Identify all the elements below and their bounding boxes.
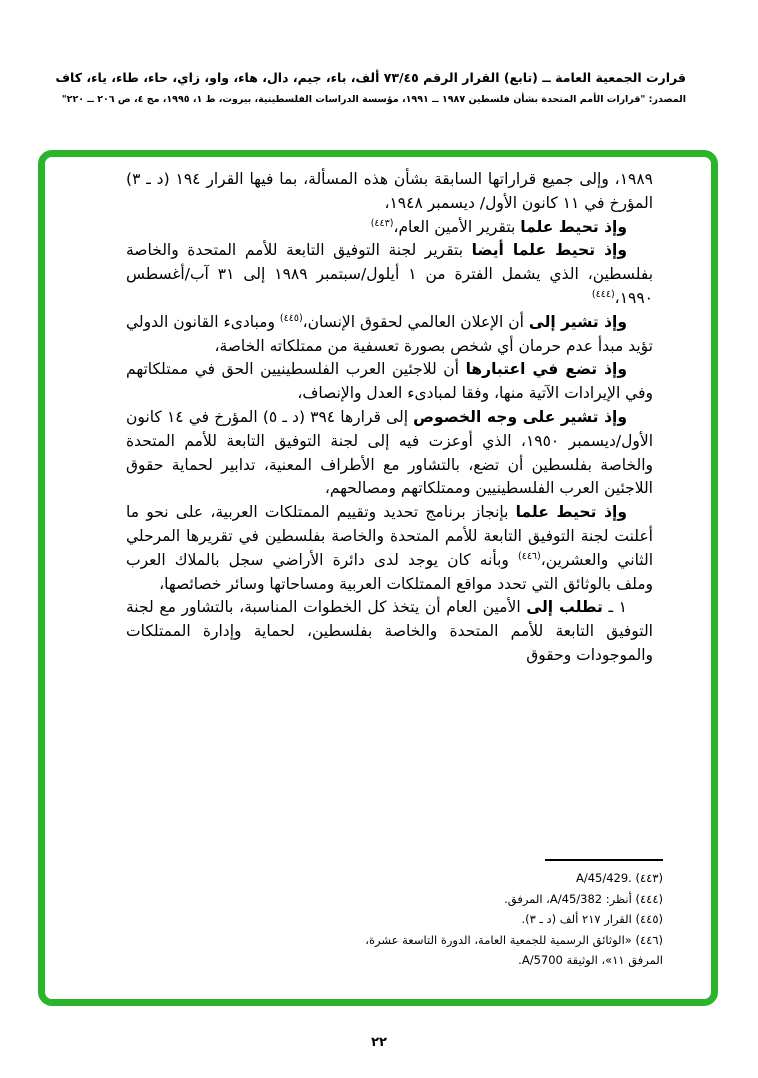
emphasized-phrase: وإذ تضع في اعتبارها <box>465 360 628 379</box>
emphasized-phrase: وإذ تشير إلى <box>528 312 627 331</box>
document-symbol: A/45/429. <box>575 871 632 885</box>
paragraph: ١٩٨٩، وإلى جميع قراراتها السابقة بشأن هذه المسألة، بما فيها القرار ١٩٤ (د ـ ٣) المؤرخ في ١١ كانون الأول/ ديسمبر ١٩٤٨، <box>126 170 653 212</box>
emphasized-phrase: وإذ تحيط علما <box>520 217 627 236</box>
footnote: (٤٤٥) القرار ٢١٧ ألف (د ـ ٣). <box>521 912 663 926</box>
footnotes-section <box>327 859 663 971</box>
document-title: قرارت الجمعية العامة ــ (تابع) القرار الرقم ٧٣/٤٥ ألف، باء، جيم، دال، هاء، واو، زاي، حاء، طاء، ياء، كاف <box>55 70 686 85</box>
footnote-number: (٤٤٤) <box>631 891 663 906</box>
emphasized-phrase: وإذ تحيط علما <box>515 503 627 522</box>
paragraph: وإذ تحيط علما أيضا بتقرير لجنة التوفيق التابعة للأمم المتحدة والخاصة بفلسطين، الذي يشمل الفترة من ١ أيلول/سبتمبر ١٩٨٩ إلى ٣١ آب/أغسطس ١٩٩٠،$^{(٤٤٤)}$ <box>126 241 654 307</box>
paragraph: وإذ تشير إلى أن الإعلان العالمي لحقوق الإنسان،$^{(٤٤٥)}$ ومبادىء القانون الدولي تؤيد مبدأ عدم حرمان أي شخص بصورة تعسفية من ممتلكاته الخاصة، <box>126 312 653 355</box>
document-header <box>55 70 686 105</box>
document-symbol: A/45/382 <box>549 891 603 906</box>
footnote <box>327 868 663 889</box>
footnote-number: (٤٤٥) <box>631 912 663 926</box>
emphasized-phrase: وإذ تشير على وجه الخصوص <box>413 407 627 426</box>
footnote-list <box>327 868 663 971</box>
document-body <box>126 168 653 668</box>
footnote-ref: (٤٤٣) <box>370 217 394 229</box>
footnote: (٤٤٤) أنظر: A/45/382، المرفق. <box>504 891 663 906</box>
paragraph: وإذ تحيط علما بإنجاز برنامج تحديد وتقييم الممتلكات العربية، على نحو ما أعلنت لجنة التوفيق التابعة للأمم المتحدة والخاصة بفلسطين في تقريرها المرحلي الثاني والعشرين،$^{(٤٤٦)}$ وبأنه كان يوجد لدى دائرة الأراضي سجل بالملاك العرب وملف بالوثائق التي تحدد مواقع الممتلكات العربية ومساحاتها وسائر خصائصها، <box>126 503 654 593</box>
document-symbol: A/5700 <box>521 953 563 967</box>
paragraph: وإذ تشير على وجه الخصوص إلى قرارها ٣٩٤ (د ـ ٥) المؤرخ في ١٤ كانون الأول/ديسمبر ١٩٥٠، الذي أوعزت فيه إلى لجنة التوفيق التابعة للأمم المتحدة والخاصة بفلسطين أن تضع، بالتشاور مع الأطراف المعنية، تدابير لحماية حقوق اللاجئين العرب الفلسطينيين وممتلكاتهم ومصالحهم، <box>126 407 653 498</box>
footnote-ref: (٤٤٦) <box>518 550 541 562</box>
paragraph: ١ ـ تطلب إلى الأمين العام أن يتخذ كل الخطوات المناسبة، بالتشاور مع لجنة التوفيق التابعة للأمم المتحدة والخاصة بفلسطين، لحماية وإدارة الممتلكات والموجودات وحقوق <box>126 598 653 664</box>
paragraph: وإذ تضع في اعتبارها أن للاجئين العرب الفلسطينيين الحق في ممتلكاتهم وفي الإيرادات الآتية منها، وفقا لمبادىء العدل والإنصاف، <box>126 360 653 403</box>
source-citation: المصدر: "قرارات الأمم المتحدة بشأن فلسطين ١٩٨٧ ــ ١٩٩١، مؤسسة الدراسات الفلسطينية، بيروت، ط ١، ١٩٩٥، مج ٤، ص ٢٠٦ ــ ٢٢٠" <box>61 94 686 105</box>
footnote-separator <box>545 859 663 861</box>
paragraph: وإذ تحيط علما بتقرير الأمين العام،$^{(٤٤٣)}$ <box>370 217 627 236</box>
emphasized-phrase: تطلب إلى <box>526 598 603 617</box>
footnote-ref: (٤٤٥) <box>279 312 303 324</box>
footnote-number: (٤٤٦) <box>631 932 663 947</box>
footnote-ref: (٤٤٤) <box>591 288 615 300</box>
page-number: ٢٢ <box>371 1035 387 1050</box>
content-border-box <box>38 150 718 1006</box>
footnote-number: (٤٤٣) <box>631 871 663 885</box>
footnote: (٤٤٦) «الوثائق الرسمية للجمعية العامة، الدورة التاسعة عشرة، المرفق ١١»، الوثيقة A/5700. <box>365 932 663 967</box>
emphasized-phrase: وإذ تحيط علما أيضا <box>471 241 628 260</box>
